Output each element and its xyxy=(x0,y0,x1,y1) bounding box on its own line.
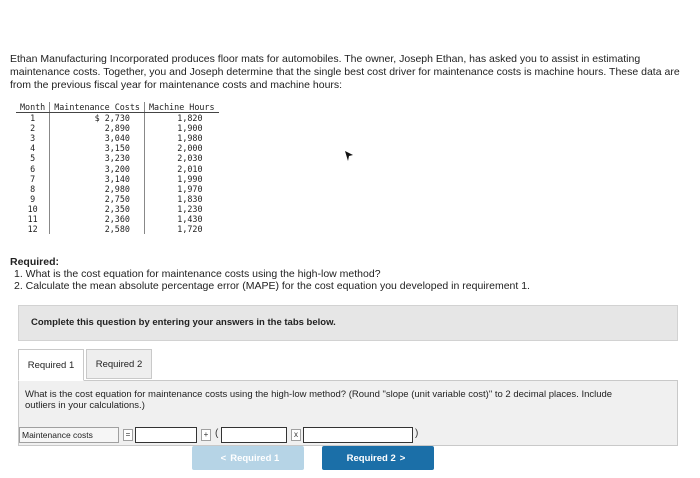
cell-month: 2 xyxy=(16,123,50,133)
instruction-text: Complete this question by entering your answers in the tabs below. xyxy=(31,317,336,328)
cell-machine-hours: 1,430 xyxy=(177,214,203,225)
cell-maintenance-cost: 3,040 xyxy=(50,133,145,143)
cell-maintenance-cost: 3,150 xyxy=(50,143,145,153)
plus-sign: + xyxy=(201,429,211,441)
cell-month: 6 xyxy=(16,164,50,174)
fixed-cost-input[interactable] xyxy=(135,427,197,443)
problem-intro: Ethan Manufacturing Incorporated produces floor mats for automobiles. The owner, Joseph Ethan, has asked you to assist in estimating maintenance costs. Together, you and Joseph determine that the single best cost driver for maintenance costs is machine hours. These data are from the previous fiscal year for maintenance costs and machine hours: xyxy=(10,53,680,91)
question-text: What is the cost equation for maintenance costs using the high-low method? (Round "slope (unit variable cost)" to 2 decimal places. Include outliers in your calculations.) xyxy=(25,389,613,411)
cell-machine-hours: 1,830 xyxy=(177,193,203,204)
next-required-button[interactable] xyxy=(322,446,434,470)
table-row xyxy=(16,194,219,204)
cell-machine-hours: 1,980 xyxy=(177,133,203,144)
cell-machine-hours: 1,990 xyxy=(177,173,203,184)
data-table xyxy=(16,102,219,234)
table-row xyxy=(16,164,219,174)
table-header-row xyxy=(16,102,219,113)
column-header-maintenance-costs: Maintenance Costs xyxy=(50,102,145,113)
tab-required-1[interactable]: Required 1 xyxy=(18,349,84,381)
cell-month: 5 xyxy=(16,153,50,163)
close-paren: ) xyxy=(415,428,419,439)
column-header-machine-hours: Machine Hours xyxy=(144,102,218,113)
cell-maintenance-cost: 2,750 xyxy=(50,194,145,204)
answer-panel xyxy=(18,380,678,446)
prev-button-label: Required 1 xyxy=(230,452,280,464)
cell-month: 11 xyxy=(16,214,50,224)
cost-equation-row xyxy=(19,427,439,443)
next-button-label: Required 2 xyxy=(346,452,396,464)
cell-machine-hours: 1,900 xyxy=(177,123,203,134)
table-row xyxy=(16,204,219,214)
cell-month: 10 xyxy=(16,204,50,214)
table-row xyxy=(16,214,219,224)
table-row xyxy=(16,113,219,124)
cell-month: 7 xyxy=(16,174,50,184)
table-row xyxy=(16,174,219,184)
cell-maintenance-cost: $ 2,730 xyxy=(50,113,145,124)
cell-machine-hours: 2,000 xyxy=(177,143,203,154)
cell-maintenance-cost: 2,890 xyxy=(50,123,145,133)
chevron-right-icon: > xyxy=(399,452,406,464)
prev-required-button[interactable] xyxy=(192,446,304,470)
table-row xyxy=(16,153,219,163)
required-item-2: 2. Calculate the mean absolute percentage error (MAPE) for the cost equation you developed in requirement 1. xyxy=(14,280,530,292)
instruction-banner xyxy=(18,305,678,341)
cell-machine-hours: 2,010 xyxy=(177,163,203,174)
cell-machine-hours: 1,820 xyxy=(177,113,203,124)
cell-maintenance-cost: 2,580 xyxy=(50,224,145,234)
chevron-left-icon: < xyxy=(220,452,227,464)
cell-maintenance-cost: 3,140 xyxy=(50,174,145,184)
table-row xyxy=(16,143,219,153)
open-paren: ( xyxy=(215,428,219,439)
table-row xyxy=(16,133,219,143)
cell-month: 3 xyxy=(16,133,50,143)
cell-maintenance-cost: 2,350 xyxy=(50,204,145,214)
cell-month: 8 xyxy=(16,184,50,194)
required-list xyxy=(14,268,530,292)
cell-month: 1 xyxy=(16,113,50,124)
required-item-1: 1. What is the cost equation for maintenance costs using the high-low method? xyxy=(14,268,381,280)
cell-maintenance-cost: 2,360 xyxy=(50,214,145,224)
cell-maintenance-cost: 2,980 xyxy=(50,184,145,194)
table-row xyxy=(16,123,219,133)
cell-machine-hours: 1,230 xyxy=(177,203,203,214)
cell-month: 12 xyxy=(16,224,50,234)
equation-label: Maintenance costs xyxy=(19,427,119,443)
cost-driver-input[interactable] xyxy=(303,427,413,443)
variable-cost-input[interactable] xyxy=(221,427,287,443)
mouse-cursor-icon xyxy=(344,150,354,162)
cell-maintenance-cost: 3,200 xyxy=(50,164,145,174)
cell-month: 4 xyxy=(16,143,50,153)
table-row xyxy=(16,224,219,234)
equals-sign: = xyxy=(123,429,133,441)
cell-machine-hours: 2,030 xyxy=(177,153,203,164)
required-heading: Required: xyxy=(10,256,60,268)
times-sign: x xyxy=(291,429,301,441)
column-header-month: Month xyxy=(16,102,50,113)
table-row xyxy=(16,184,219,194)
cell-maintenance-cost: 3,230 xyxy=(50,153,145,163)
cell-month: 9 xyxy=(16,194,50,204)
cell-machine-hours: 1,720 xyxy=(177,224,203,235)
tab-required-2[interactable]: Required 2 xyxy=(86,349,152,379)
cell-machine-hours: 1,970 xyxy=(177,183,203,194)
